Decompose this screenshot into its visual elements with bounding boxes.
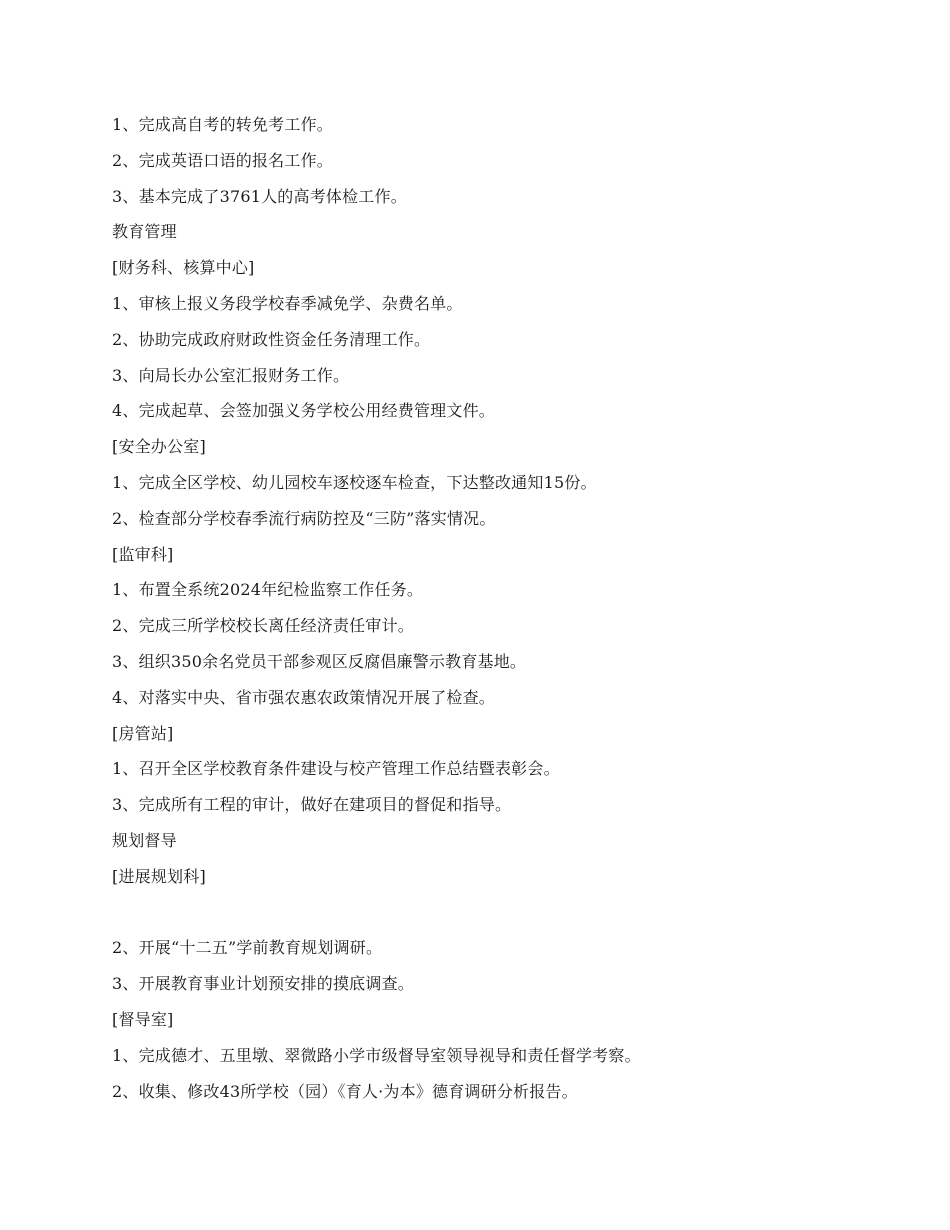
subsection-heading: [房管站] bbox=[112, 723, 174, 743]
text-line: 3、完成所有工程的审计，做好在建项目的督促和指导。 bbox=[112, 795, 512, 815]
text-line: 2、检查部分学校春季流行病防控及“三防”落实情况。 bbox=[112, 508, 496, 528]
text-line: 2、完成英语口语的报名工作。 bbox=[112, 150, 333, 170]
subsection-heading: [进展规划科] bbox=[112, 866, 206, 886]
text-line: 2、收集、修改43所学校（园）《育人·为本》德育调研分析报告。 bbox=[112, 1081, 578, 1101]
blank-line bbox=[112, 895, 872, 931]
text-line: 1、布置全系统2024年纪检监察工作任务。 bbox=[112, 580, 424, 600]
text-line: 2、开展“十二五”学前教育规划调研。 bbox=[112, 938, 383, 958]
text-line: 4、对落实中央、省市强农惠农政策情况开展了检查。 bbox=[112, 687, 495, 707]
text-line: 3、开展教育事业计划预安排的摸底调查。 bbox=[112, 974, 414, 994]
document-body bbox=[112, 107, 872, 1109]
text-line: 1、完成全区学校、幼儿园校车逐校逐车检查，下达整改通知15份。 bbox=[112, 472, 597, 492]
text-line: 2、完成三所学校校长离任经济责任审计。 bbox=[112, 616, 414, 636]
subsection-heading: [督导室] bbox=[112, 1009, 174, 1029]
text-line: 3、向局长办公室汇报财务工作。 bbox=[112, 365, 350, 385]
text-line: 4、完成起草、会签加强义务学校公用经费管理文件。 bbox=[112, 401, 495, 421]
section-heading: 教育管理 bbox=[112, 222, 177, 242]
text-line: 1、完成德才、五里墩、翠微路小学市级督导室领导视导和责任督学考察。 bbox=[112, 1045, 641, 1065]
section-heading: 规划督导 bbox=[112, 830, 177, 850]
text-line: 3、基本完成了3761人的高考体检工作。 bbox=[112, 186, 407, 206]
subsection-heading: [安全办公室] bbox=[112, 437, 206, 457]
text-line: 1、召开全区学校教育条件建设与校产管理工作总结暨表彰会。 bbox=[112, 759, 560, 779]
text-line: 2、协助完成政府财政性资金任务清理工作。 bbox=[112, 329, 431, 349]
subsection-heading: [财务科、核算中心] bbox=[112, 258, 255, 278]
text-line: 3、组织350余名党员干部参观区反腐倡廉警示教育基地。 bbox=[112, 651, 527, 671]
subsection-heading: [监审科] bbox=[112, 544, 174, 564]
text-line: 1、审核上报义务段学校春季减免学、杂费名单。 bbox=[112, 293, 463, 313]
text-line: 1、完成高自考的转免考工作。 bbox=[112, 115, 333, 134]
